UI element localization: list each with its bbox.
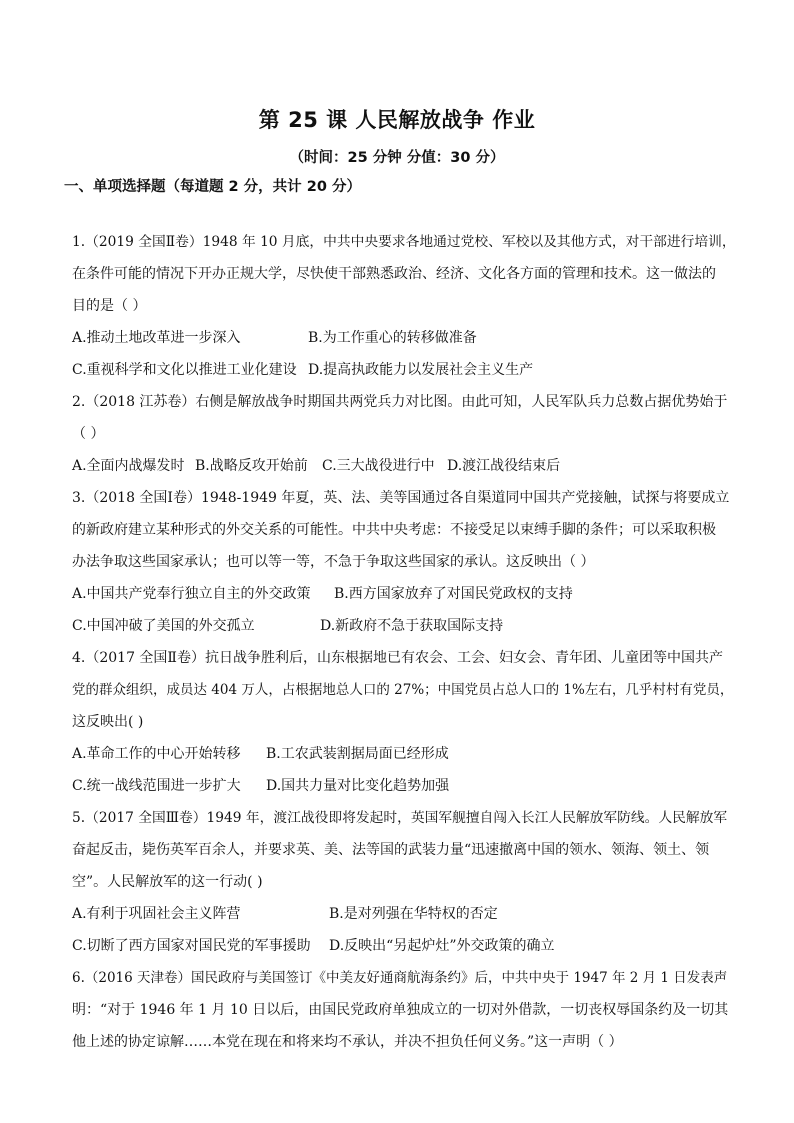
question-text-line: 他上述的协定谅解……本党在现在和将来均不承认，并决不担负任何义务。”这一声明（ ） — [72, 1034, 623, 1050]
option-b[interactable]: B.战略反攻开始前 — [195, 458, 308, 474]
option-d[interactable]: D.反映出“另起炉灶”外交政策的确立 — [329, 938, 555, 954]
question-text-line: 2.（2018 江苏卷）右侧是解放战争时期国共两党兵力对比图。由此可知，人民军队兵力总数占据优势始于 — [72, 394, 728, 410]
question-text-line: 4.（2017 全国Ⅱ卷）抗日战争胜利后，山东根据地已有农会、工会、妇女会、青年团、儿童团等中国共产 — [72, 650, 723, 666]
question-text-line: 的新政府建立某种形式的外交关系的可能性。中共中央考虑：不接受足以束缚手脚的条件；可以采取积极 — [72, 522, 716, 538]
question-text-line: 目的是（ ） — [72, 298, 147, 314]
question-text-line: 6.（2016 天津卷）国民政府与美国签订《中美友好通商航海条约》后，中共中央于 1947 年 2 月 1 日发表声 — [72, 970, 728, 986]
question-text-line: 办法争取这些国家承认；也可以等一等，不急于争取这些国家的承认。这反映出（ ） — [72, 554, 595, 570]
option-c[interactable]: C.中国冲破了美国的外交孤立 — [72, 618, 255, 634]
option-a[interactable]: A.革命工作的中心开始转移 — [72, 746, 241, 762]
question-text-line: 1.（2019 全国Ⅱ卷）1948 年 10 月底，中共中央要求各地通过党校、军校以及其他方式，对干部进行培训， — [72, 234, 736, 250]
question-text-line: 5.（2017 全国Ⅲ卷）1949 年，渡江战役即将发起时，英国军舰擅自闯入长江人民解放军防线。人民解放军 — [72, 810, 728, 826]
option-c[interactable]: C.三大战役进行中 — [322, 458, 435, 474]
question-text-line: 党的群众组织，成员达 404 万人，占根据地总人口的 27%；中国党员占总人口的 1%左右，几乎村村有党员， — [72, 682, 734, 698]
option-a[interactable]: A.有利于巩固社会主义阵营 — [72, 906, 241, 922]
option-a[interactable]: A.中国共产党奉行独立自主的外交政策 — [72, 586, 311, 602]
section-heading: 一、单项选择题（每道题 2 分，共计 20 分） — [64, 179, 361, 195]
page-title: 第 25 课 人民解放战争 作业 — [258, 108, 536, 132]
option-a[interactable]: A.推动土地改革进一步深入 — [72, 330, 241, 346]
option-c[interactable]: C.统一战线范围进一步扩大 — [72, 778, 241, 794]
question-text-line: 空”。人民解放军的这一行动( ) — [72, 874, 263, 890]
option-c[interactable]: C.切断了西方国家对国民党的军事援助 — [72, 938, 311, 954]
option-b[interactable]: B.是对列强在华特权的否定 — [329, 906, 498, 922]
option-d[interactable]: D.渡江战役结束后 — [447, 458, 561, 474]
question-text-line: 这反映出( ) — [72, 714, 144, 730]
option-b[interactable]: B.为工作重心的转移做准备 — [308, 330, 477, 346]
question-text-line: （ ） — [72, 426, 105, 442]
page-subtitle: （时间：25 分钟 分值：30 分） — [289, 150, 505, 166]
option-d[interactable]: D.提高执政能力以发展社会主义生产 — [308, 362, 534, 378]
question-text-line: 奋起反击，毙伤英军百余人，并要求英、美、法等国的武装力量“迅速撤离中国的领水、领海、领土、领 — [72, 842, 710, 858]
option-d[interactable]: D.新政府不急于获取国际支持 — [320, 618, 504, 634]
option-d[interactable]: D.国共力量对比变化趋势加强 — [266, 778, 450, 794]
option-b[interactable]: B.工农武装割据局面已经形成 — [266, 746, 449, 762]
option-c[interactable]: C.重视科学和文化以推进工业化建设 — [72, 362, 297, 378]
question-text-line: 3.（2018 全国Ⅰ卷）1948-1949 年夏，英、法、美等国通过各自渠道同中国共产党接触，试探与将要成立 — [72, 490, 730, 506]
question-text-line: 明：“对于 1946 年 1 月 10 日以后，由国民党政府单独成立的一切对外借款，一切丧权辱国条约及一切其 — [72, 1002, 729, 1018]
option-a[interactable]: A.全面内战爆发时 — [72, 458, 185, 474]
option-b[interactable]: B.西方国家放弃了对国民党政权的支持 — [334, 586, 573, 602]
question-text-line: 在条件可能的情况下开办正规大学，尽快使干部熟悉政治、经济、文化各方面的管理和技术。这一做法的 — [72, 266, 716, 282]
